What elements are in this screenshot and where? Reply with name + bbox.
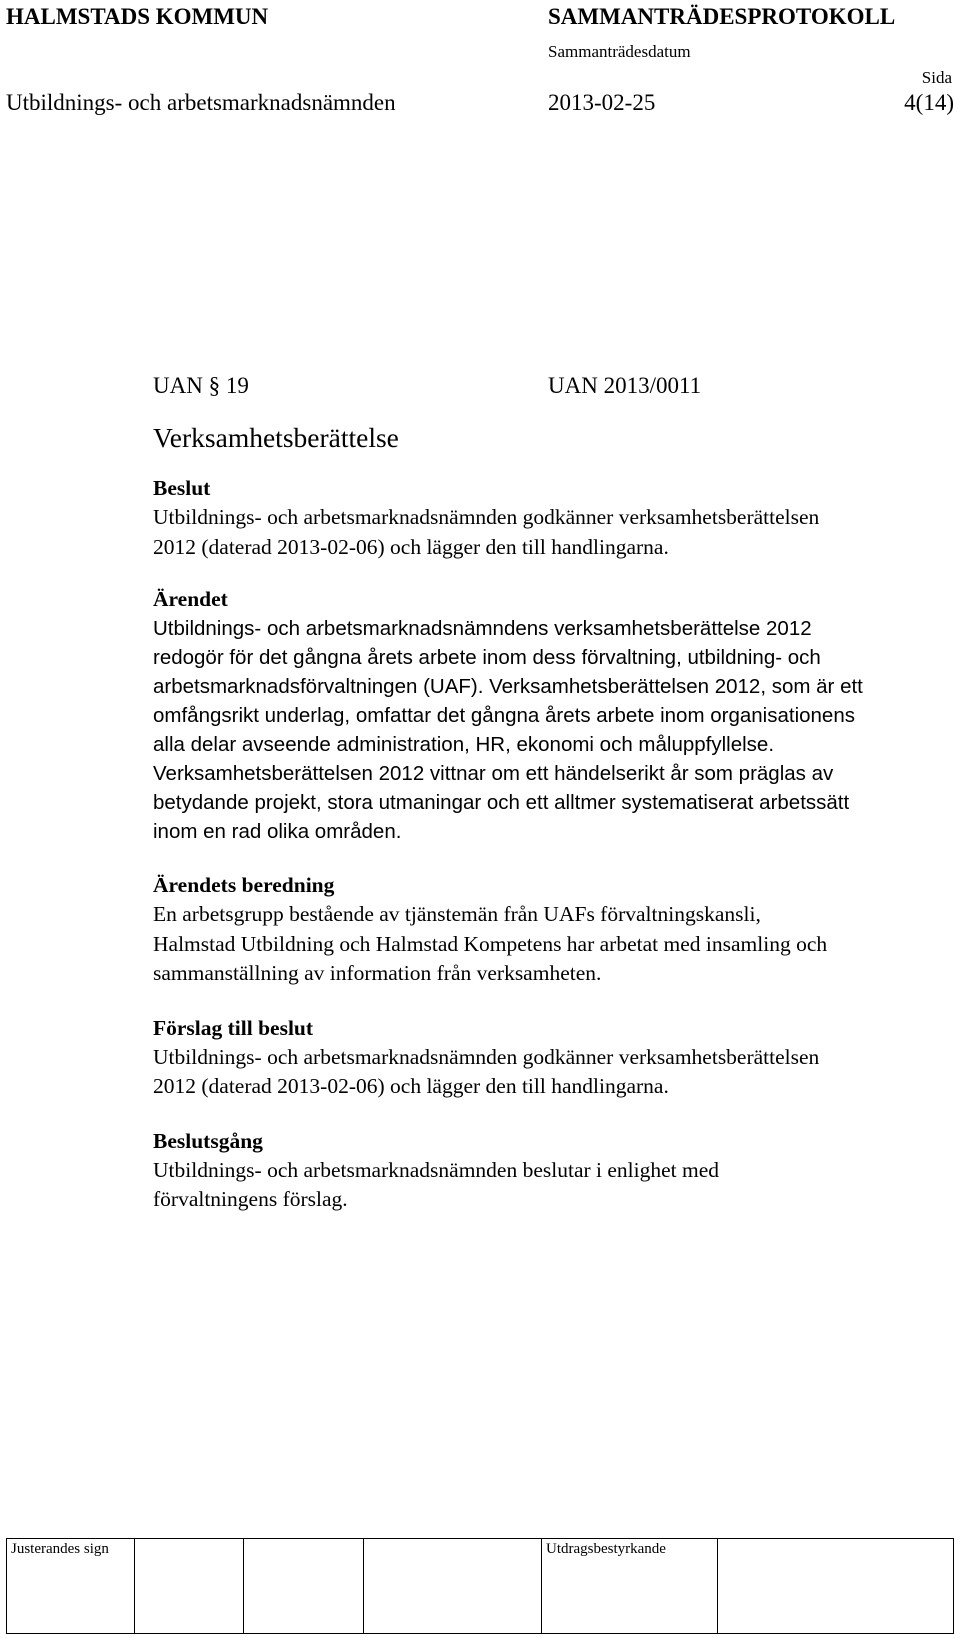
matter-line: betydande projekt, stora utmaningar och ett alltmer systematiserat arbetssätt (153, 791, 850, 814)
matter-line: inom en rad olika områden. (153, 820, 402, 843)
matter-line: omfångsrikt underlag, omfattar det gångna årets arbete inom organisationens (153, 704, 855, 727)
document-body (153, 373, 953, 1215)
signature-cell[interactable] (364, 1539, 542, 1634)
decision-heading: Beslut (153, 476, 211, 500)
adjusters-sign-label: Justerandes sign (11, 1541, 109, 1557)
matter-section (153, 584, 953, 846)
meeting-date: 2013-02-25 (548, 90, 656, 115)
item-title: Verksamhetsberättelse (153, 422, 399, 453)
matter-heading: Ärendet (153, 587, 228, 611)
preparation-section (153, 870, 953, 989)
matter-line: Verksamhetsberättelsen 2012 vittnar om ett händelserikt år som präglas av (153, 762, 834, 785)
date-label: Sammanträdesdatum (548, 42, 691, 61)
page-label: Sida (921, 68, 952, 87)
preparation-line: En arbetsgrupp bestående av tjänstemän från UAFs förvaltningskansli, (153, 902, 761, 926)
proposal-line: Utbildnings- och arbetsmarknadsnämnden godkänner verksamhetsberättelsen (153, 1044, 820, 1069)
signature-cell[interactable] (718, 1539, 954, 1634)
procedure-heading: Beslutsgång (153, 1128, 263, 1153)
extract-certifier-cell[interactable] (542, 1539, 718, 1634)
matter-line: alla delar avseende administration, HR, ekonomi och måluppfyllelse. (153, 733, 775, 756)
matter-line: arbetsmarknadsförvaltningen (UAF). Verksamhetsberättelsen 2012, som är ett (153, 675, 863, 698)
signature-cell[interactable] (135, 1539, 244, 1634)
page-number: 4(14) (904, 90, 954, 115)
procedure-line: förvaltningens förslag. (153, 1187, 348, 1211)
proposal-section (153, 1013, 953, 1102)
matter-line: Utbildnings- och arbetsmarknadsnämndens verksamhetsberättelse 2012 (153, 617, 812, 640)
decision-line: 2012 (daterad 2013-02-06) och lägger den till handlingarna. (153, 534, 669, 559)
matter-line: redogör för det gångna årets arbete inom dess förvaltning, utbildning- och (153, 646, 821, 669)
signature-cell[interactable] (244, 1539, 364, 1634)
adjusters-sign-cell[interactable] (7, 1539, 135, 1634)
procedure-line: Utbildnings- och arbetsmarknadsnämnden beslutar i enlighet med (153, 1157, 720, 1182)
extract-certifier-label: Utdragsbestyrkande (546, 1541, 666, 1557)
decision-line: Utbildnings- och arbetsmarknadsnämnden godkänner verksamhetsberättelsen (153, 505, 820, 529)
proposal-line: 2012 (daterad 2013-02-06) och lägger den till handlingarna. (153, 1074, 669, 1098)
organization-name: HALMSTADS KOMMUN (6, 4, 269, 29)
proposal-heading: Förslag till beslut (153, 1015, 314, 1040)
decision-section (153, 473, 953, 562)
preparation-heading: Ärendets beredning (153, 873, 335, 897)
committee-name: Utbildnings- och arbetsmarknadsnämnden (6, 90, 396, 115)
paragraph-number: UAN § 19 (153, 373, 249, 398)
signature-table (6, 1538, 954, 1634)
procedure-section (153, 1126, 953, 1215)
preparation-line: Halmstad Utbildning och Halmstad Kompetens har arbetat med insamling och (153, 931, 828, 956)
item-reference-row (153, 373, 953, 407)
case-number: UAN 2013/0011 (548, 373, 702, 398)
document-type: SAMMANTRÄDESPROTOKOLL (548, 4, 896, 29)
preparation-line: sammanställning av information från verksamheten. (153, 961, 602, 985)
